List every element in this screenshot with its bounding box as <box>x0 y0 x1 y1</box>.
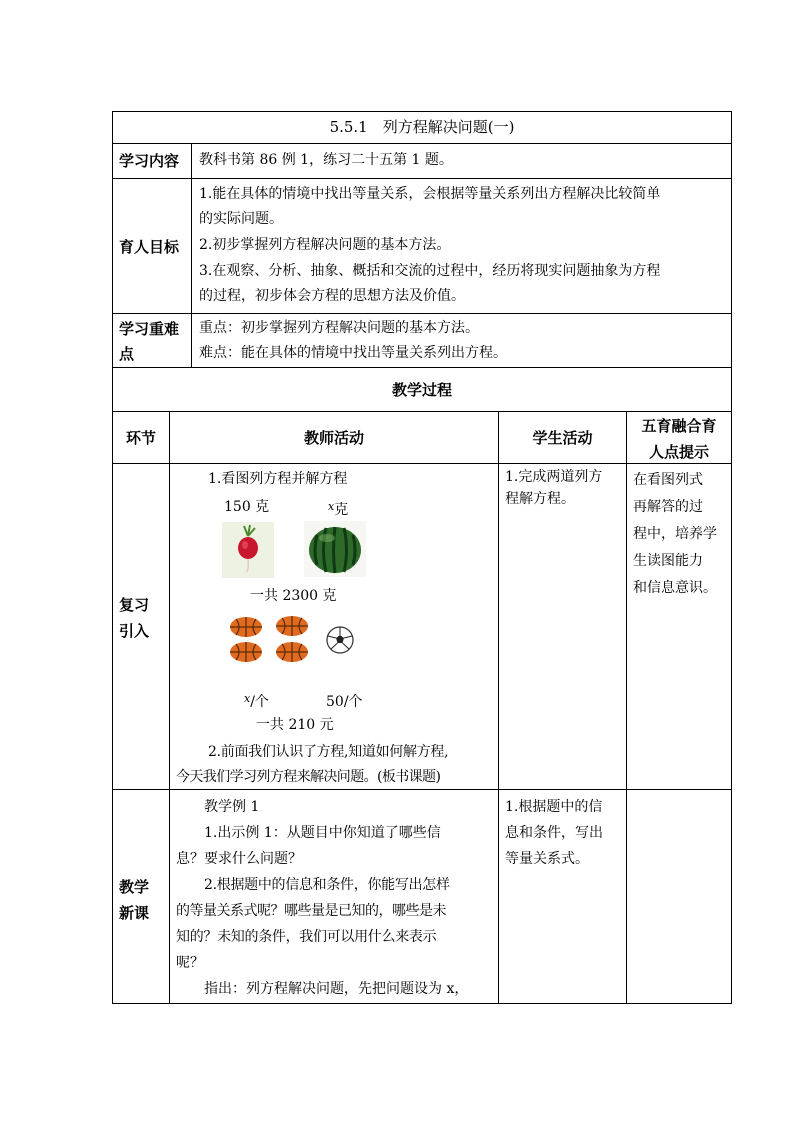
new-lesson-student-activity <box>505 794 603 872</box>
goal-line: 的实际问题。 <box>199 211 283 227</box>
new-lesson-stage-line: 教学 <box>119 878 150 896</box>
teacher-line: 呢？ <box>176 955 204 971</box>
goals-label: 育人目标 <box>119 238 180 256</box>
soccer-price: 50/个 <box>326 694 363 710</box>
review-hint <box>633 467 717 602</box>
review-student-line: 1.完成两道列方 <box>505 469 603 485</box>
basketball-icons <box>228 614 358 666</box>
teacher-line: 知的？未知的条件，我们可以用什么来表示 <box>176 929 437 945</box>
new-lesson-student-line: 1.根据题中的信 <box>505 799 603 815</box>
key-points-label-line: 学习重难 <box>119 320 180 338</box>
melon-unit: 克 <box>334 502 349 518</box>
new-lesson-student-line: 等量关系式。 <box>505 851 589 867</box>
review-item1: 1.看图列方程并解方程 <box>208 471 348 487</box>
teacher-line: 息？要求什么问题？ <box>176 851 302 867</box>
teacher-line: 指出：列方程解决问题，先把问题设为 x， <box>204 981 469 997</box>
review-student-line: 程解方程。 <box>505 491 575 507</box>
melon-variable: x <box>328 500 335 513</box>
content-label: 学习内容 <box>119 152 180 170</box>
total-weight: 一共 2300 克 <box>250 588 337 604</box>
goal-line: 1.能在具体的情境中找出等量关系，会根据等量关系列出方程解决比较简单 <box>199 186 661 202</box>
difficult-point-text: 难点：能在具体的情境中找出等量关系列出方程。 <box>199 345 507 361</box>
review-hint-line: 程中，培养学 <box>633 526 717 542</box>
new-lesson-stage-line: 新课 <box>119 904 150 922</box>
new-lesson-student-line: 息和条件，写出 <box>505 825 603 841</box>
ball-unit: /个 <box>250 694 269 710</box>
teacher-line: 1.出示例 1：从题目中你知道了哪些信 <box>204 825 441 841</box>
teacher-line: 的等量关系式呢？哪些量是已知的，哪些是未 <box>176 903 446 919</box>
new-lesson-teacher-activity <box>176 794 496 1002</box>
goals-list <box>199 182 729 309</box>
new-lesson-stage-label <box>119 874 149 926</box>
ball-price <box>244 690 269 715</box>
process-heading: 教学过程 <box>391 381 452 399</box>
review-item2-line2: 今天我们学习列方程来解决问题。(板书课题) <box>176 769 441 785</box>
teacher-line: 2.根据题中的信息和条件，你能写出怎样 <box>204 877 450 893</box>
ball-variable: x <box>244 692 251 705</box>
total-price: 一共 210 元 <box>256 717 334 733</box>
radish-weight: 150 克 <box>224 499 270 515</box>
review-hint-line: 再解答的过 <box>633 499 703 515</box>
col-stage-header: 环节 <box>125 429 156 447</box>
goal-line: 2.初步掌握列方程解决问题的基本方法。 <box>199 237 451 253</box>
teacher-line: 教学例 1 <box>204 799 260 815</box>
radish-image <box>222 522 274 578</box>
col-hint-header <box>627 413 731 465</box>
key-points-label <box>119 317 179 367</box>
col-hint-header-line: 五育融合育 <box>641 417 717 435</box>
content-text: 教科书第 86 例 1，练习二十五第 1 题。 <box>199 152 453 168</box>
review-hint-line: 和信息意识。 <box>633 580 717 596</box>
col-student-header: 学生活动 <box>532 429 593 447</box>
review-student-activity <box>505 466 602 510</box>
watermelon-image <box>304 521 366 577</box>
review-stage-line: 引入 <box>119 622 150 640</box>
review-item2-line1: 2.前面我们认识了方程,知道如何解方程, <box>208 744 449 760</box>
lesson-title: 5.5.1 列方程解决问题(一) <box>329 118 515 136</box>
col-hint-header-line: 人点提示 <box>648 443 709 461</box>
goal-line: 3.在观察、分析、抽象、概括和交流的过程中，经历将现实问题抽象为方程 <box>199 263 661 279</box>
key-point-text: 重点：初步掌握列方程解决问题的基本方法。 <box>199 320 479 336</box>
key-points-label-line: 点 <box>119 345 135 363</box>
review-stage-label <box>119 592 149 644</box>
melon-weight <box>328 498 348 523</box>
col-teacher-header: 教师活动 <box>303 429 364 447</box>
review-hint-line: 在看图列式 <box>633 472 703 488</box>
goal-line: 的过程，初步体会方程的思想方法及价值。 <box>199 288 465 304</box>
review-stage-line: 复习 <box>119 596 150 614</box>
review-hint-line: 生读图能力 <box>633 553 703 569</box>
